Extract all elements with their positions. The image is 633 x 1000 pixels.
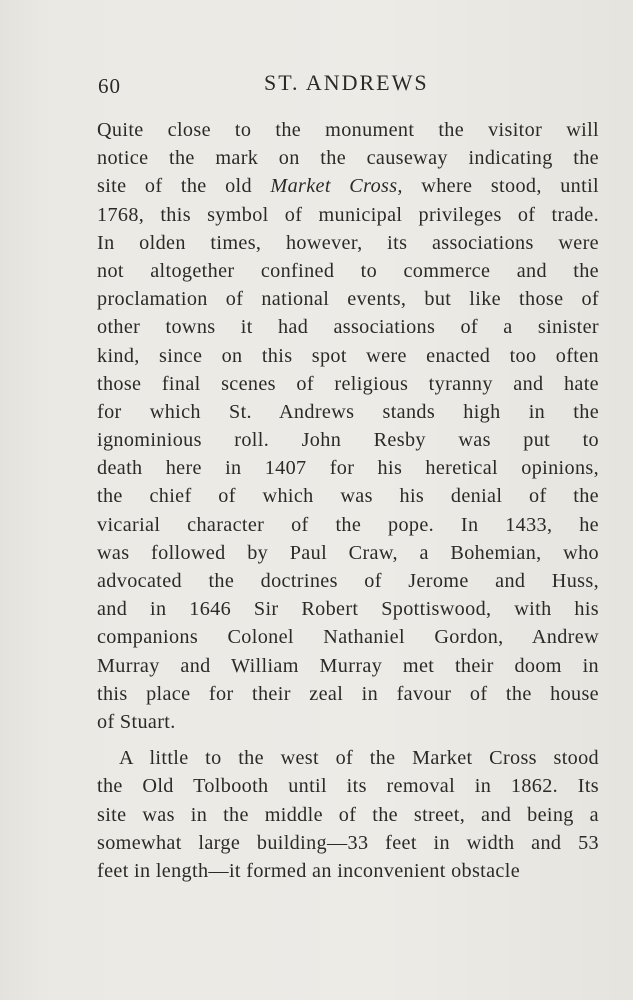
text-line: notice the mark on the causeway indicating the: [97, 147, 599, 170]
text-line: of Stuart.: [97, 710, 176, 733]
text-line: A little to the west of the Market Cross stood: [119, 747, 599, 770]
text-line: the Old Tolbooth until its removal in 1862. Its: [97, 775, 599, 798]
italic-text: Market Cross,: [270, 175, 403, 198]
page-body: [97, 116, 599, 885]
text-line: and in 1646 Sir Robert Spottiswood, with his: [97, 598, 599, 621]
text-line: ignominious roll. John Resby was put to: [97, 429, 599, 452]
text-line: site was in the middle of the street, and being a: [97, 803, 599, 826]
text-line: those final scenes of religious tyranny and hate: [97, 372, 599, 395]
text-line: 1768, this symbol of municipal privileges of trade.: [97, 203, 599, 226]
running-title: ST. ANDREWS: [264, 70, 429, 95]
page-number: 60: [98, 74, 121, 98]
text-line: In olden times, however, its associations were: [97, 231, 599, 254]
text-line: companions Colonel Nathaniel Gordon, Andrew: [97, 626, 599, 649]
text-line: death here in 1407 for his heretical opinions,: [97, 457, 599, 480]
text-line: not altogether confined to commerce and the: [97, 259, 599, 282]
text-line: Murray and William Murray met their doom in: [97, 654, 599, 677]
text-line: was followed by Paul Craw, a Bohemian, who: [97, 541, 599, 564]
text-line: advocated the doctrines of Jerome and Huss,: [97, 570, 599, 592]
text-line: proclamation of national events, but like those of: [97, 288, 599, 311]
text-line: vicarial character of the pope. In 1433, he: [97, 513, 599, 536]
text-line: kind, since on this spot were enacted too often: [97, 344, 599, 367]
paragraph-2: [97, 744, 599, 885]
text-line: the chief of which was his denial of the: [97, 485, 599, 508]
text-line: feet in length—it formed an inconvenient obstacle: [97, 859, 521, 882]
text-line: this place for their zeal in favour of the house: [97, 682, 599, 705]
paragraph-1: [97, 116, 599, 736]
text-line: for which St. Andrews stands high in the: [97, 400, 599, 423]
page-header: [0, 70, 633, 100]
text-line: site of the old Market Cross, where stood, until: [97, 175, 599, 198]
text-line: Quite close to the monument the visitor will: [97, 119, 599, 141]
text-line: somewhat large building—33 feet in width and 53: [97, 831, 599, 854]
text-line: other towns it had associations of a sinister: [97, 316, 599, 339]
